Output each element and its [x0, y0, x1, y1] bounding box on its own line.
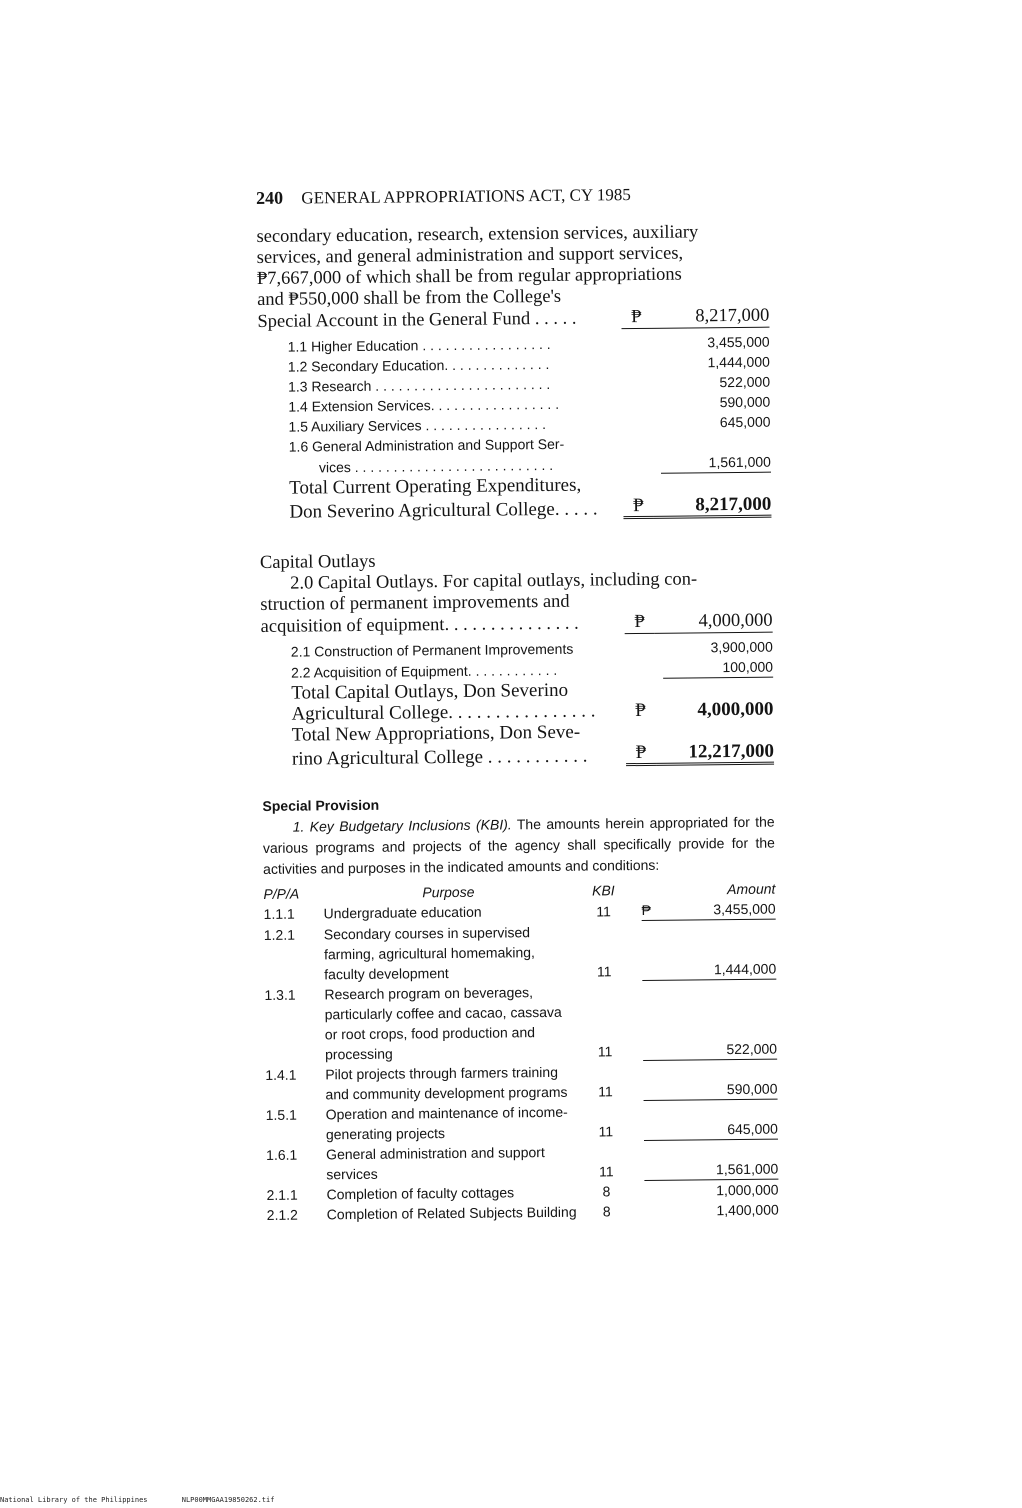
kbi-lead: 1. Key Budgetary Inclusions (KBI). — [292, 816, 512, 835]
intro-line: Special Account in the General Fund . . . . . — [257, 308, 577, 332]
ppa-cell: 2.1.2 — [266, 1206, 298, 1223]
ppa-cell: 1.5.1 — [265, 1106, 297, 1123]
item-label: 1.1 Higher Education . . . . . . . . . . . . . . . . . — [287, 335, 551, 355]
total-amount: 4,000,000 — [697, 698, 774, 721]
item-amount: 1,561,000 — [661, 452, 771, 474]
capital-line: acquisition of equipment. . . . . . . . . . . . . . . — [260, 613, 579, 637]
intro-line: services, and general administration and support services, — [256, 243, 684, 268]
kbi-cell: 11 — [598, 1163, 614, 1180]
item-label: 1.5 Auxiliary Services . . . . . . . . . . . . . . . . — [288, 415, 547, 435]
amount-cell — [625, 1060, 777, 1102]
total-capital-outlays — [261, 678, 773, 725]
total-label: Total Current Operating Expenditures, — [289, 474, 582, 499]
col-ppa: P/P/A — [263, 885, 300, 902]
kbi-cell: 11 — [598, 1123, 614, 1140]
col-amount: Amount — [727, 880, 776, 898]
current-items-list — [258, 332, 771, 478]
capital-outlays-heading: Capital Outlays — [259, 551, 376, 573]
amount: 4,000,000 — [654, 611, 772, 634]
ppa-cell: 1.4.1 — [265, 1066, 297, 1083]
kbi-cell: 11 — [598, 1083, 613, 1100]
item-amount: 522,000 — [719, 373, 771, 391]
amount-value: 522,000 — [726, 1040, 778, 1058]
purpose-cell: Completion of Related Subjects Building — [326, 1203, 577, 1223]
table-row — [264, 920, 777, 985]
capital-line: 2.0 Capital Outlays. For capital outlays, including con- — [290, 569, 698, 594]
item-amount: 645,000 — [719, 413, 771, 431]
item-amount: 1,444,000 — [707, 353, 770, 371]
intro-line: ₱7,667,000 of which shall be from regular appropriations — [256, 264, 682, 289]
total-new-appropriations — [262, 720, 774, 770]
item-label: 1.6 General Administration and Support Ser- — [288, 435, 565, 455]
amount-cell — [623, 899, 775, 922]
peso-sign: ₱ — [635, 699, 646, 722]
table-row — [265, 1060, 777, 1105]
col-kbi: KBI — [591, 882, 615, 899]
item-amount: 590,000 — [719, 393, 771, 411]
capital-items-list — [261, 637, 773, 683]
total-label: rino Agricultural College . . . . . . . . . . . — [291, 745, 588, 770]
peso-sign: ₱ — [623, 495, 653, 519]
purpose-cell: Completion of faculty cottages — [326, 1184, 515, 1203]
table-row — [264, 980, 777, 1065]
item-label: 2.2 Acquisition of Equipment. . . . . . . . . . . . — [290, 661, 558, 681]
kbi-cell: 11 — [596, 963, 612, 980]
amount-value: 590,000 — [726, 1080, 778, 1098]
item-amount: 3,455,000 — [707, 333, 770, 351]
total-current-operating — [259, 473, 771, 523]
total-label: Total New Appropriations, Don Seve- — [291, 721, 581, 746]
peso-sign: ₱ — [626, 742, 656, 766]
purpose-cell: General administration and support services — [326, 1144, 545, 1183]
purpose-cell: Pilot projects through farmers training and community development programs — [325, 1063, 568, 1103]
capital-line: struction of permanent improvements and — [260, 591, 570, 615]
amount-cell — [626, 1180, 778, 1202]
amount-value: 1,444,000 — [713, 960, 777, 978]
amount-value: 3,455,000 — [713, 900, 776, 918]
footer-file: NLP00MMGAA19850262.tif — [181, 1496, 275, 1504]
kbi-table — [263, 879, 779, 1225]
kbi-cell: 11 — [597, 1043, 613, 1060]
item-amount: 100,000 — [663, 657, 773, 679]
total-label: Don Severino Agricultural College. . . . . — [289, 498, 598, 523]
amount: 8,217,000 — [651, 306, 769, 329]
purpose-cell: Undergraduate education — [323, 903, 482, 922]
amount-value: 645,000 — [727, 1120, 778, 1138]
amount-value: 1,561,000 — [715, 1160, 779, 1178]
item-amount: 3,900,000 — [710, 638, 773, 656]
kbi-cell: 8 — [602, 1203, 611, 1220]
item-label: 1.3 Research . . . . . . . . . . . . . . . . . . . . . . . — [287, 375, 551, 395]
ppa-cell: 1.1.1 — [263, 905, 295, 922]
intro-line: and ₱550,000 shall be from the College's — [257, 286, 562, 310]
amount-cell — [627, 1200, 779, 1222]
intro-line: secondary education, research, extension services, auxiliary — [256, 222, 699, 247]
kbi-cell: 8 — [602, 1183, 611, 1200]
item-label: 1.2 Secondary Education. . . . . . . . . . . . . . — [287, 355, 550, 375]
total-amount: 8,217,000 — [653, 494, 771, 519]
peso-sign: ₱ — [624, 612, 654, 634]
special-provision-heading: Special Provision — [262, 796, 380, 814]
amount-cell — [626, 1100, 778, 1142]
footer-library: National Library of the Philippines — [0, 1496, 148, 1504]
purpose-cell: Operation and maintenance of income-generating projects — [325, 1103, 568, 1143]
ppa-cell: 1.2.1 — [263, 926, 296, 943]
amount-value: 1,000,000 — [716, 1181, 779, 1199]
total-row — [289, 494, 771, 523]
total-label: Total Capital Outlays, Don Severino — [291, 679, 569, 704]
intro-paragraph — [256, 222, 769, 333]
table-row — [266, 1100, 778, 1145]
kbi-cell: 11 — [596, 903, 611, 920]
ppa-cell: 1.6.1 — [266, 1146, 298, 1163]
amount-value: 1,400,000 — [716, 1201, 779, 1219]
purpose-cell: Secondary courses in supervised farming, agricultural homemaking, faculty development — [323, 924, 535, 983]
page-title: GENERAL APPROPRIATIONS ACT, CY 1985 — [301, 185, 631, 208]
ppa-cell: 2.1.1 — [266, 1186, 298, 1203]
kbi-text: The amounts herein appropriated for the various programs and projects of the agency shall specifically provide for the activities and purposes in the indicated amounts and conditions: — [262, 813, 775, 877]
total-row — [292, 741, 774, 770]
total-amount: 12,217,000 — [656, 741, 774, 766]
item-label: 1.4 Extension Services. . . . . . . . . . . . . . . . . — [288, 395, 560, 415]
page-number: 240 — [256, 187, 284, 208]
item-label: vices . . . . . . . . . . . . . . . . . . . . . . . . . . — [318, 456, 554, 476]
ppa-cell: 1.3.1 — [264, 986, 296, 1003]
col-purpose: Purpose — [422, 883, 475, 901]
page-header — [256, 183, 768, 209]
total-label: Agricultural College. . . . . . . . . . . . . . . . — [291, 700, 596, 725]
peso-sign: ₱ — [621, 307, 651, 329]
table-row — [267, 1200, 779, 1225]
amount-cell — [624, 920, 777, 982]
special-provision-paragraph — [263, 812, 776, 880]
peso-sign: ₱ — [641, 901, 652, 919]
scan-footer — [0, 1496, 600, 1504]
purpose-cell: Research program on beverages, particularly coffee and cacao, cassava or root crops, food production and processing — [324, 984, 562, 1063]
amount-cell — [626, 1140, 778, 1182]
item-label: 2.1 Construction of Permanent Improvements — [290, 640, 574, 660]
table-row — [266, 1140, 778, 1185]
amount-cell — [624, 980, 777, 1062]
capital-paragraph — [260, 569, 773, 638]
document-page — [256, 183, 779, 1225]
